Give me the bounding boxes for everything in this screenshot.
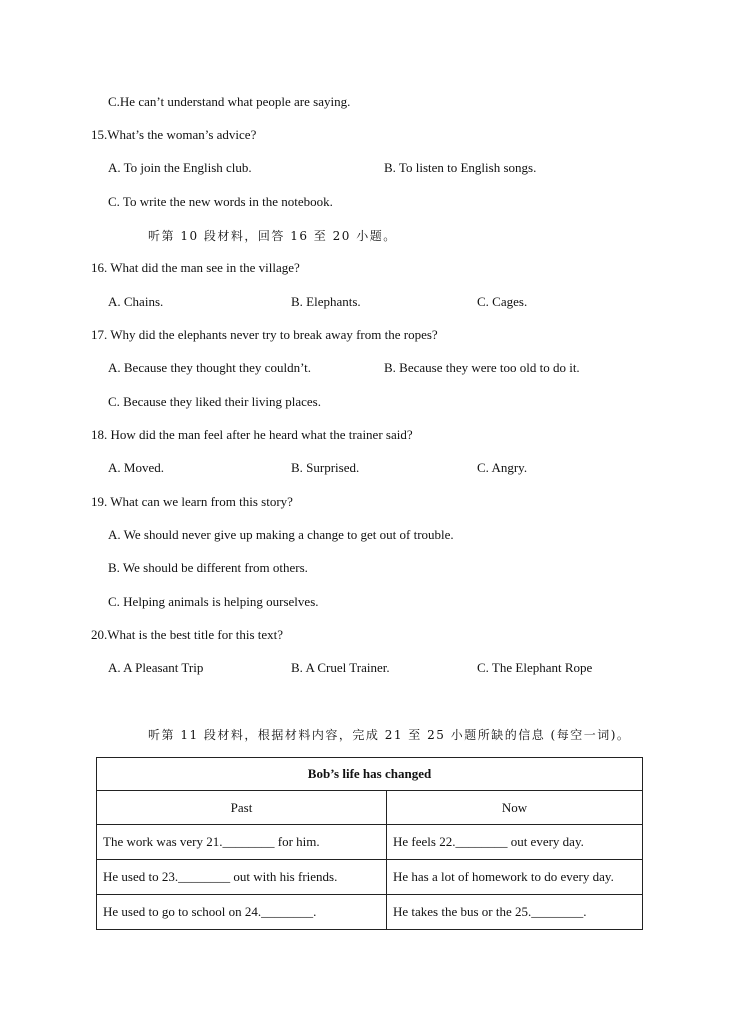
q19-option-a: A. We should never give up making a change to get out of trouble. — [108, 527, 454, 542]
q16-question: 16. What did the man see in the village? — [91, 260, 300, 275]
q15-option-c: C. To write the new words in the notebook. — [108, 194, 333, 209]
q14-option-c: C.He can’t understand what people are saying. — [108, 94, 351, 109]
table-row — [97, 825, 643, 860]
q17-option-a: A. Because they thought they couldn’t. — [108, 360, 312, 375]
q17-option-c: C. Because they liked their living places. — [108, 394, 321, 409]
cell-past: The work was very 21.________ for him. — [97, 825, 387, 860]
q20-option-a: A. A Pleasant Trip — [108, 660, 204, 675]
q20-question: 20.What is the best title for this text? — [91, 627, 284, 642]
q19-option-b: B. We should be different from others. — [108, 560, 308, 575]
q19-option-c: C. Helping animals is helping ourselves. — [108, 594, 319, 609]
section-11-instruction: 听第 11 段材料，根据材料内容，完成 21 至 25 小题所缺的信息 (每空一词)。 — [148, 728, 631, 742]
q16-option-c: C. Cages. — [477, 294, 528, 309]
section-10-instruction: 听第 10 段材料，回答 16 至 20 小题。 — [148, 229, 397, 243]
table-title: Bob’s life has changed — [97, 758, 643, 791]
q15-question: 15.What’s the woman’s advice? — [91, 127, 257, 142]
q20-option-c: C. The Elephant Rope — [477, 660, 593, 675]
column-header-past: Past — [97, 791, 387, 825]
q18-question: 18. How did the man feel after he heard what the trainer said? — [91, 427, 413, 442]
q16-option-b: B. Elephants. — [291, 294, 361, 309]
cell-past: He used to 23.________ out with his friends. — [97, 860, 387, 895]
q18-option-b: B. Surprised. — [291, 460, 360, 475]
column-header-now: Now — [387, 791, 643, 825]
q19-question: 19. What can we learn from this story? — [91, 494, 293, 509]
q17-option-b: B. Because they were too old to do it. — [384, 360, 580, 375]
q15-option-a: A. To join the English club. — [108, 160, 252, 175]
q18-option-a: A. Moved. — [108, 460, 164, 475]
q16-option-a: A. Chains. — [108, 294, 164, 309]
q18-option-c: C. Angry. — [477, 460, 528, 475]
table-header-row — [97, 791, 643, 825]
cell-now: He feels 22.________ out every day. — [387, 825, 643, 860]
table-row — [97, 895, 643, 930]
table-title-row — [97, 758, 643, 791]
cell-now: He has a lot of homework to do every day. — [387, 860, 643, 895]
q15-option-b: B. To listen to English songs. — [384, 160, 537, 175]
table-row — [97, 860, 643, 895]
q20-option-b: B. A Cruel Trainer. — [291, 660, 390, 675]
q17-question: 17. Why did the elephants never try to break away from the ropes? — [91, 327, 438, 342]
bob-life-table — [96, 757, 643, 930]
cell-now: He takes the bus or the 25.________. — [387, 895, 643, 930]
cell-past: He used to go to school on 24.________. — [97, 895, 387, 930]
